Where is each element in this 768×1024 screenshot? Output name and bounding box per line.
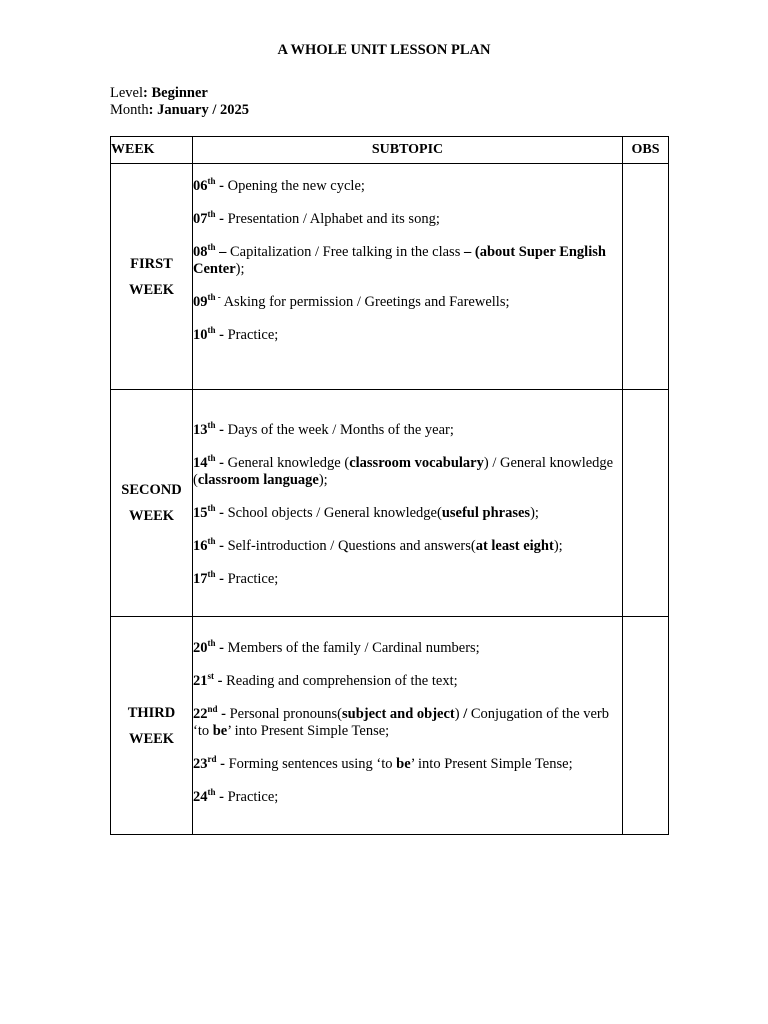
entry-text: Capitalization / Free talking in the class — [230, 244, 464, 260]
subtopic-entry — [193, 571, 622, 588]
day-number: 13 — [193, 422, 208, 438]
entry-text: General knowledge ( — [227, 455, 350, 471]
day-suffix: th — [207, 209, 216, 220]
day-suffix: th — [207, 787, 216, 798]
entry-separator: - — [215, 211, 228, 227]
level-label: Level — [110, 85, 144, 101]
entry-text: ) / General knowledge ( — [193, 455, 614, 488]
entry-separator: - — [215, 789, 228, 805]
entry-separator: - — [214, 673, 227, 689]
obs-cell — [623, 164, 669, 390]
subtopic-cell — [193, 164, 623, 390]
entry-text-bold: useful phrases — [441, 505, 531, 521]
day-suffix: rd — [207, 754, 217, 765]
header-week: WEEK — [111, 137, 193, 164]
subtopic-entry — [193, 706, 622, 740]
entry-text-bold: subject and object — [341, 706, 455, 722]
subtopic-entry — [193, 673, 622, 690]
subtopic-cell — [193, 617, 623, 835]
table-row — [111, 617, 669, 835]
day-number: 08 — [193, 244, 208, 260]
entry-text: Asking for permission / Greetings and Farewells; — [223, 294, 510, 310]
day-suffix: th — [207, 569, 216, 580]
entry-text: Forming sentences using ‘to — [228, 756, 397, 772]
day-suffix: th - — [207, 292, 221, 303]
level-value: : Beginner — [143, 85, 208, 101]
entry-text: Self-introduction / Questions and answers( — [227, 538, 476, 554]
day-number: 22 — [193, 706, 208, 722]
subtopic-entry — [193, 455, 622, 489]
subtopic-entry — [193, 178, 622, 195]
week-label-line1: FIRST — [130, 255, 173, 272]
entry-separator: - — [215, 422, 228, 438]
entry-text: School objects / General knowledge( — [227, 505, 442, 521]
entry-text-bold: be — [212, 723, 228, 739]
day-number: 17 — [193, 571, 208, 587]
entry-text: Days of the week / Months of the year; — [227, 422, 454, 438]
week-label-cell — [111, 164, 193, 390]
week-label-cell — [111, 617, 193, 835]
entry-text: ’ into Present Simple Tense; — [410, 756, 573, 772]
month-label: Month — [110, 102, 149, 118]
entry-text-bold: classroom language — [197, 472, 319, 488]
day-number: 16 — [193, 538, 208, 554]
entry-text: ) — [454, 706, 464, 722]
subtopic-entry — [193, 789, 622, 806]
entry-separator: - — [215, 538, 228, 554]
entry-text: ); — [318, 472, 328, 488]
day-number: 10 — [193, 327, 208, 343]
day-suffix: th — [207, 176, 216, 187]
entry-text: ); — [235, 261, 245, 277]
subtopic-entry — [193, 422, 622, 439]
lesson-plan-table — [110, 136, 669, 835]
entry-separator: - — [215, 571, 228, 587]
month-value: : January / 2025 — [148, 102, 249, 118]
subtopic-entry — [193, 211, 622, 228]
week-label-line1: SECOND — [121, 482, 182, 498]
subtopic-entry — [193, 294, 622, 311]
subtopic-entry — [193, 538, 622, 555]
week-label-line1: THIRD — [127, 704, 176, 721]
day-suffix: th — [207, 503, 216, 514]
table-header-row — [111, 137, 669, 164]
subtopic-entry — [193, 244, 622, 278]
entry-text-bold: / — [463, 706, 468, 722]
day-number: 09 — [193, 294, 208, 310]
obs-cell — [623, 390, 669, 617]
day-suffix: th — [207, 453, 216, 464]
entry-text: ); — [553, 538, 563, 554]
week-label-cell — [111, 390, 193, 617]
entry-separator: - — [215, 327, 228, 343]
table-row — [111, 390, 669, 617]
entry-text: Presentation / Alphabet and its song; — [227, 211, 440, 227]
day-number: 24 — [193, 789, 208, 805]
entry-text-bold: be — [396, 756, 411, 772]
subtopic-entry — [193, 505, 622, 522]
entry-text-bold: classroom vocabulary — [349, 455, 484, 471]
entry-text-bold: at least eight — [475, 538, 554, 554]
subtopic-cell — [193, 390, 623, 617]
day-number: 14 — [193, 455, 208, 471]
obs-cell — [623, 617, 669, 835]
month-line — [110, 102, 249, 119]
header-subtopic: SUBTOPIC — [193, 137, 623, 164]
entry-text: Personal pronouns( — [229, 706, 342, 722]
day-number: 20 — [193, 640, 208, 656]
day-number: 21 — [193, 673, 208, 689]
subtopic-entry — [193, 756, 622, 773]
header-obs: OBS — [623, 137, 669, 164]
week-label-line2: WEEK — [128, 730, 175, 747]
entry-text: Practice; — [227, 789, 279, 805]
entry-separator: - — [215, 455, 228, 471]
level-line — [110, 85, 208, 102]
page-title: A WHOLE UNIT LESSON PLAN — [277, 42, 491, 58]
entry-text: Reading and comprehension of the text; — [226, 673, 458, 689]
subtopic-entry — [193, 640, 622, 657]
day-suffix: th — [207, 536, 216, 547]
day-number: 06 — [193, 178, 208, 194]
day-number: 23 — [193, 756, 208, 772]
entry-text: Opening the new cycle; — [227, 178, 365, 194]
day-number: 07 — [193, 211, 208, 227]
entry-separator: - — [215, 505, 228, 521]
subtopic-entry — [193, 327, 622, 344]
entry-text-bold: – (about Super English Center — [193, 244, 606, 277]
day-number: 15 — [193, 505, 208, 521]
entry-separator: - — [216, 756, 229, 772]
entry-text: Members of the family / Cardinal numbers; — [227, 640, 480, 656]
entry-separator: – — [215, 244, 231, 260]
day-suffix: th — [207, 420, 216, 431]
day-suffix: th — [207, 325, 216, 336]
entry-text: Practice; — [227, 571, 279, 587]
day-suffix: nd — [207, 704, 218, 715]
week-label-line2: WEEK — [128, 508, 175, 524]
day-suffix: st — [207, 671, 214, 682]
entry-separator: - — [217, 706, 230, 722]
table-row — [111, 164, 669, 390]
entry-text: ’ into Present Simple Tense; — [227, 723, 390, 739]
entry-separator: - — [215, 640, 228, 656]
day-suffix: th — [207, 638, 216, 649]
day-suffix: th — [207, 242, 216, 253]
entry-text: Conjugation of the verb ‘to — [193, 706, 610, 739]
entry-text: Practice; — [227, 327, 279, 343]
week-label-line2: WEEK — [128, 281, 175, 298]
entry-separator: - — [215, 178, 228, 194]
entry-text: ); — [530, 505, 539, 521]
